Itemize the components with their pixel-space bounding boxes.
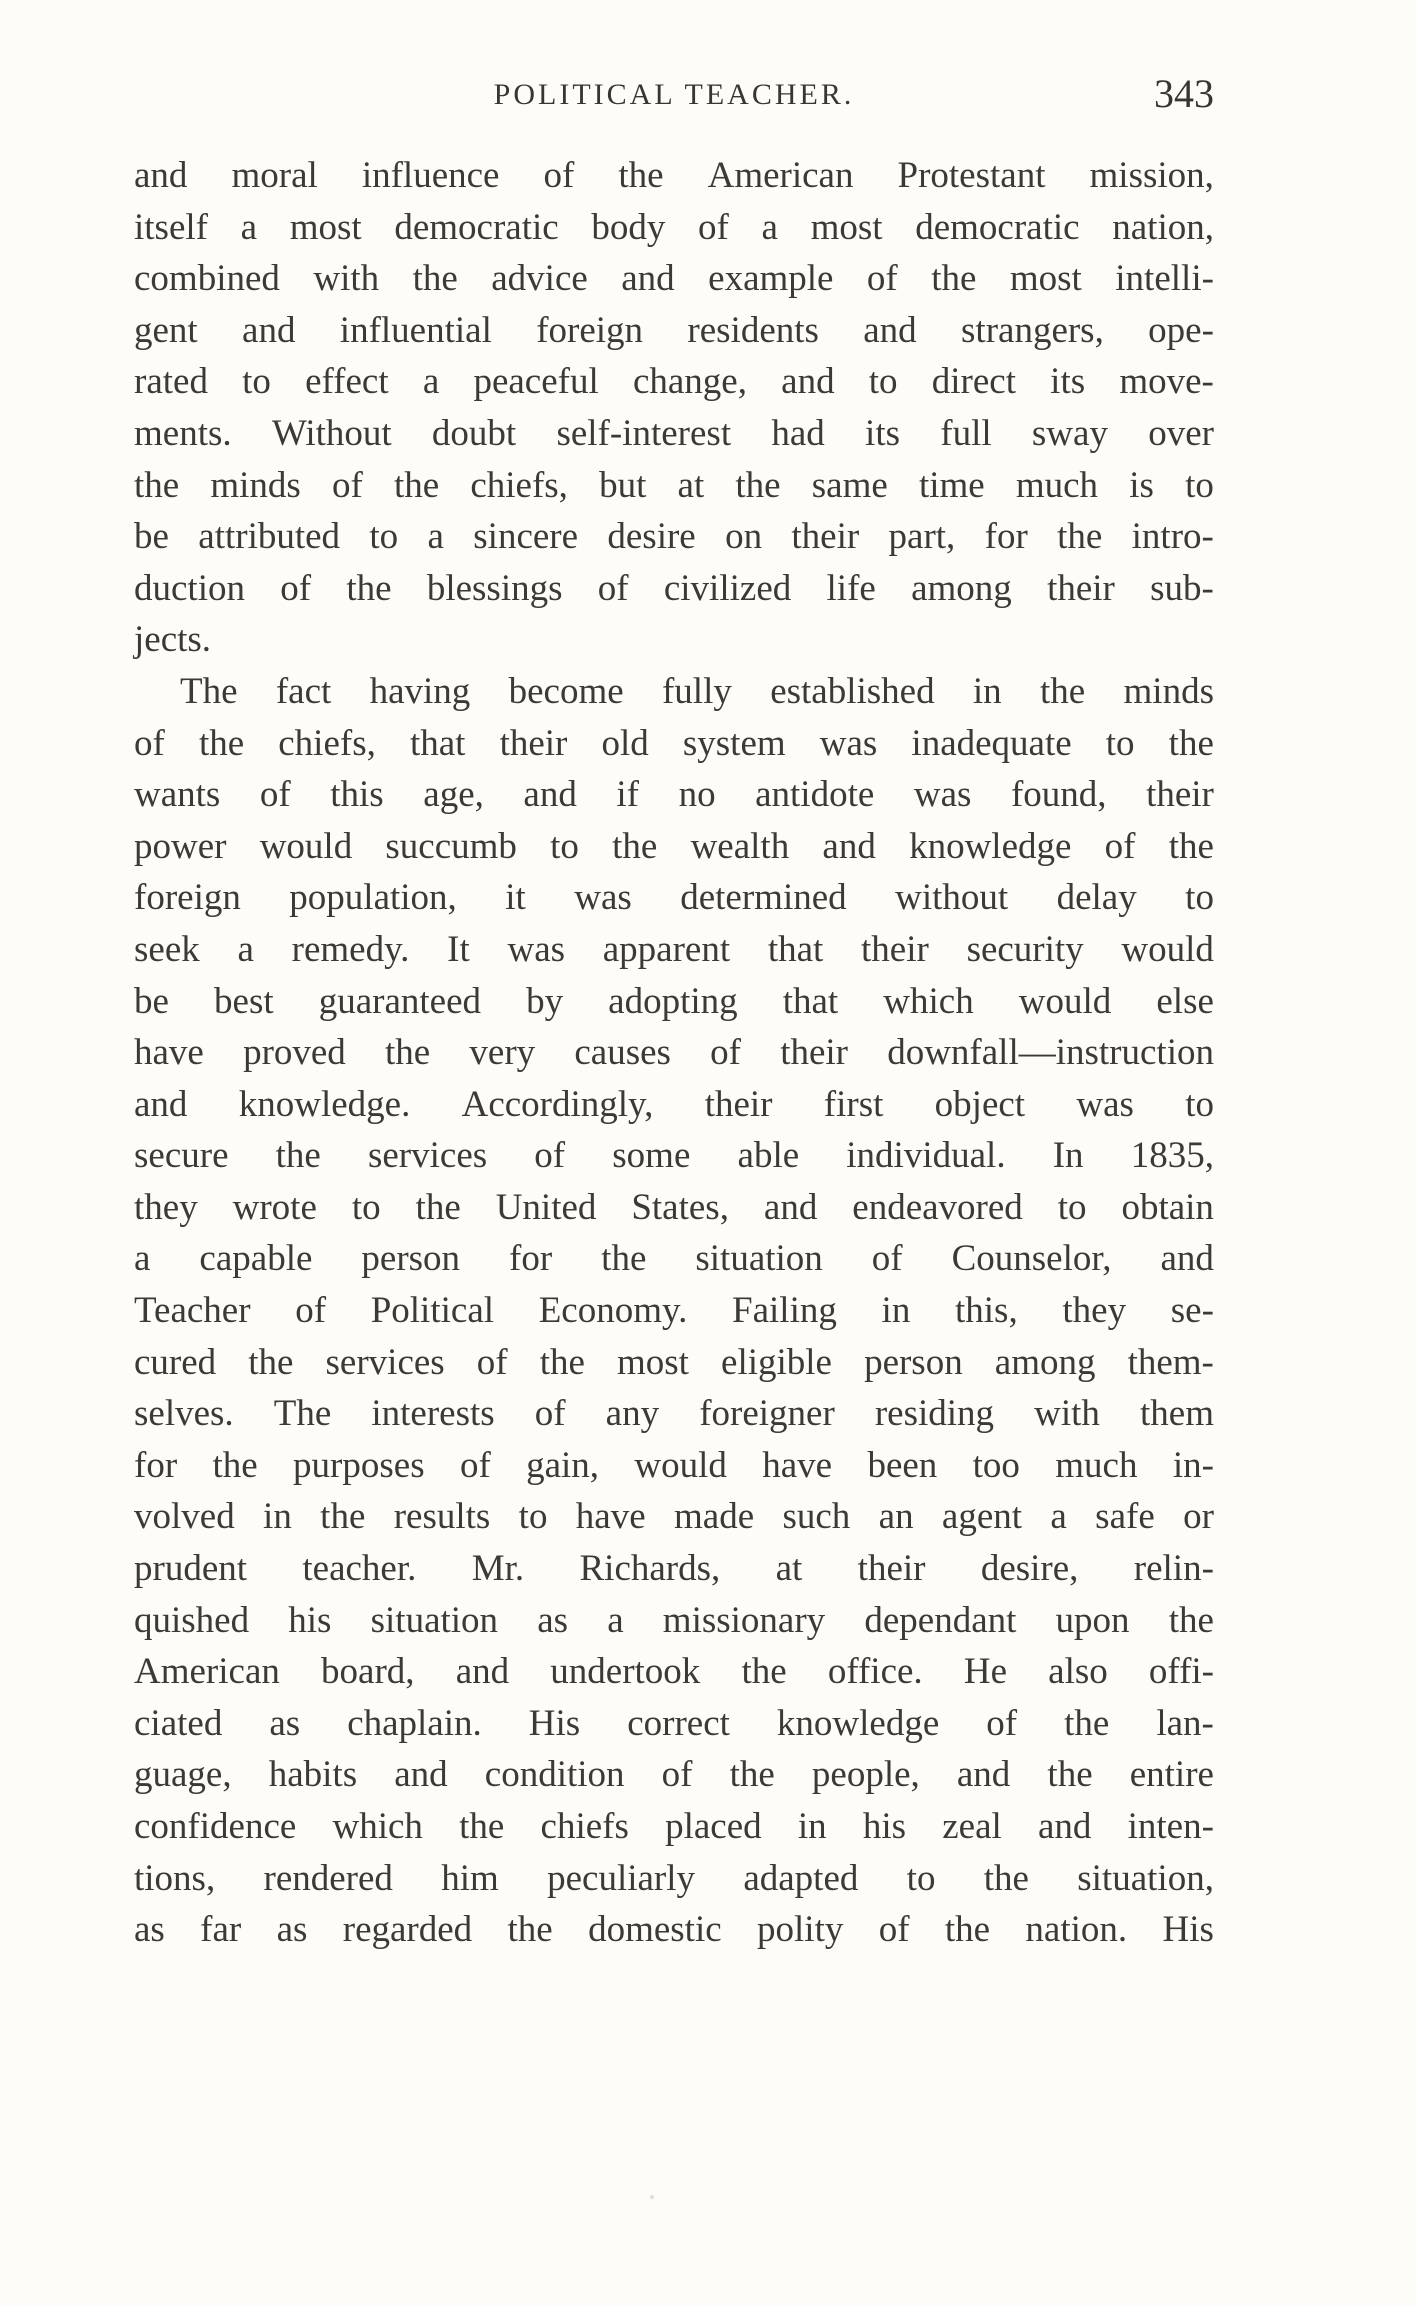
paper-speck: [650, 2195, 654, 2199]
text-line: as far as regarded the domestic polity of the nation. His: [134, 1909, 1214, 1951]
text-line: and moral influence of the American Protestant mission,: [134, 155, 1214, 196]
text-line: itself a most democratic body of a most democratic nation,: [134, 206, 1214, 248]
text-line: prudent teacher. Mr. Richards, at their desire, relin-: [134, 1548, 1214, 1590]
text-line: duction of the blessings of civilized life among their sub-: [134, 567, 1214, 609]
text-line: jects.: [134, 619, 212, 661]
text-line: quished his situation as a missionary dependant upon the: [134, 1599, 1214, 1641]
body-text: [134, 150, 1214, 1956]
text-line: guage, habits and condition of the people, and the entire: [134, 1754, 1214, 1796]
text-line: The fact having become fully established in the minds: [180, 670, 1214, 712]
text-line: rated to effect a peaceful change, and to direct its move-: [134, 361, 1214, 403]
text-line: they wrote to the United States, and endeavored to obtain: [134, 1186, 1214, 1228]
text-line: secure the services of some able individual. In 1835,: [134, 1135, 1214, 1177]
text-line: be attributed to a sincere desire on their part, for the intro-: [134, 516, 1214, 558]
text-line: combined with the advice and example of the most intelli-: [134, 258, 1214, 300]
text-line: wants of this age, and if no antidote was found, their: [134, 774, 1214, 816]
page-header: [134, 70, 1214, 130]
text-line: seek a remedy. It was apparent that their security would: [134, 928, 1214, 970]
text-line: a capable person for the situation of Counselor, and: [134, 1238, 1214, 1280]
text-line: selves. The interests of any foreigner residing with them: [134, 1393, 1214, 1435]
text-line: ciated as chaplain. His correct knowledge of the lan-: [134, 1702, 1214, 1744]
page-number: 343: [1154, 71, 1214, 116]
text-line: for the purposes of gain, would have been too much in-: [134, 1444, 1214, 1486]
text-line: be best guaranteed by adopting that which would else: [134, 980, 1214, 1022]
text-line: ments. Without doubt self-interest had its full sway over: [134, 412, 1214, 454]
text-line: the minds of the chiefs, but at the same time much is to: [134, 464, 1214, 506]
text-line: have proved the very causes of their downfall—instruction: [134, 1032, 1214, 1074]
text-line: confidence which the chiefs placed in his zeal and inten-: [134, 1806, 1214, 1847]
text-line: and knowledge. Accordingly, their first object was to: [134, 1083, 1214, 1125]
text-line: cured the services of the most eligible person among them-: [134, 1341, 1214, 1383]
running-title: POLITICAL TEACHER.: [493, 78, 855, 111]
text-line: of the chiefs, that their old system was inadequate to the: [134, 722, 1214, 764]
text-line: Teacher of Political Economy. Failing in this, they se-: [134, 1290, 1214, 1332]
text-line: foreign population, it was determined without delay to: [134, 877, 1214, 919]
text-line: power would succumb to the wealth and knowledge of the: [134, 825, 1214, 867]
text-line: gent and influential foreign residents and strangers, ope-: [134, 309, 1214, 351]
text-line: tions, rendered him peculiarly adapted to the situation,: [134, 1857, 1214, 1899]
text-line: American board, and undertook the office. He also offi-: [134, 1651, 1214, 1693]
text-line: volved in the results to have made such an agent a safe or: [134, 1496, 1214, 1538]
